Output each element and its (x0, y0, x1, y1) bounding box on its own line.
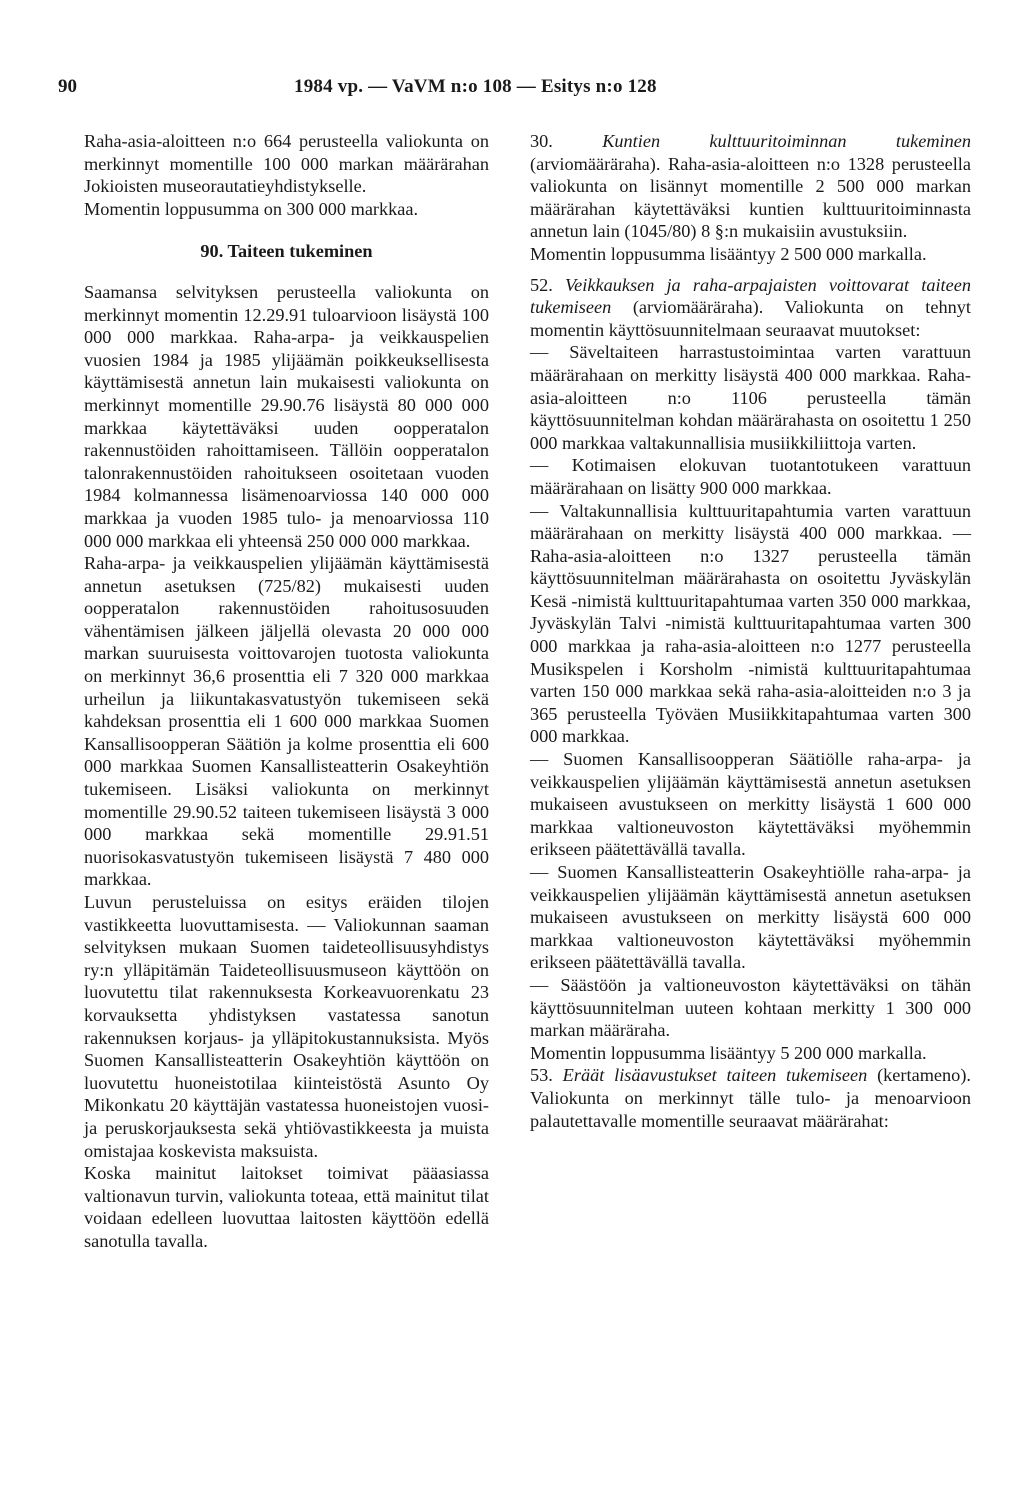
paragraph: Momentin loppusumma lisääntyy 2 500 000 markalla. (530, 243, 927, 264)
paragraph: — Kotimaisen elokuvan tuotantotukeen varattuun määrärahaan on lisätty 900 000 markkaa. (530, 455, 971, 498)
item-text: (arviomääräraha). Valiokunta on tehnyt momentin käyttösuunnitelmaan seuraavat muutokset: (530, 297, 971, 340)
paragraph: Momentin loppusumma lisääntyy 5 200 000 markalla. (530, 1042, 927, 1063)
paragraph: Koska mainitut laitokset toimivat pääasiassa valtionavun turvin, valiokunta toteaa, että mainitut tilat voidaan edelleen luovuttaa laitosten käyttöön edellä sanotulla tavalla. (84, 1163, 489, 1251)
right-column (530, 130, 971, 1132)
item-number: 30. (530, 131, 553, 151)
item-53 (530, 1064, 971, 1132)
page-number: 90 (58, 76, 77, 97)
item-title: Eräät lisäavustukset taiteen tukemiseen (562, 1065, 868, 1086)
paragraph: Luvun perusteluissa on esitys eräiden tilojen vastikkeetta luovuttamisesta. — Valiokunnan saaman selvityksen mukaan Suomen taideteollisuusyhdistys ry:n ylläpitämän Taideteollisuusmuseon käyttöön on luovutettu tilat rakennuksesta Korkeavuorenkatu 23 korvauksetta yhdistyksen vastatessa sanotun rakennuksen korjaus- ja ylläpitokustannuksista. Myös Suomen Kansallisteatterin Osakeyhtiön käyttöön on luovutettu huoneistotilaa kiinteistöstä Asunto Oy Mikonkatu 20 käyttäjän vastatessa huoneistojen vuosi- ja peruskorjauksesta sekä yhtiövastikkeesta ja muista omistajaa koskevista maksuista. (84, 892, 489, 1161)
item-text: (arviomääräraha). Raha-asia-aloitteen n:o 1328 perusteella valiokunta on lisännyt momentille 2 500 000 markan määrärahan käytettäväksi kuntien kulttuuritoiminnasta annetun lain (1045/80) 8 §:n mukaisiin avustuksiin. (530, 153, 971, 242)
paragraph: — Suomen Kansallisoopperan Säätiölle raha-arpa- ja veikkauspelien ylijäämän käyttämisestä annetun asetuksen mukaiseen avustukseen on merkitty lisäystä 1 600 000 markkaa valtioneuvoston käytettäväksi myöhemmin erikseen päätettävällä tavalla. (530, 749, 971, 860)
section-heading: 90. Taiteen tukeminen (200, 241, 373, 262)
paragraph: — Suomen Kansallisteatterin Osakeyhtiölle raha-arpa- ja veikkauspelien ylijäämän käyttämisestä annetun asetuksen mukaiseen avustukseen on merkitty lisäystä 600 000 markkaa valtioneuvoston käytettäväksi myöhemmin erikseen päätettävällä tavalla. (530, 862, 971, 973)
item-title: Veikkauksen ja raha-arpajaisten voittovarat taiteen tukemiseen (530, 274, 972, 318)
paragraph: — Säästöön ja valtioneuvoston käytettäväksi on tähän käyttösuunnitelman uuteen kohtaan merkitty 1 300 000 markan määräraha. (530, 974, 971, 1041)
item-title: Kuntien kulttuuritoiminnan tukeminen (602, 131, 971, 151)
paragraph: Raha-arpa- ja veikkauspelien ylijäämän käyttämisestä annetun asetuksen (725/82) mukaisesti uuden oopperatalon rakennustöiden rahoitusosuuden vähentämisen jälkeen jäljellä olevasta 20 000 000 markan suuruisesta voittovarojen tuotosta valiokunta on merkinnyt 36,6 prosenttia eli 7 320 000 markkaa urheilun ja liikuntakasvatustyön tukemiseen sekä kahdeksan prosenttia eli 1 600 000 markkaa Suomen Kansallisoopperan Säätiön ja kolme prosenttia eli 600 000 markkaa Suomen Kansallisteatterin Osakeyhtiön tukemiseen. Lisäksi valiokunta on merkinnyt momentille 29.90.52 taiteen tukemiseen lisäystä 3 000 000 markkaa sekä momentille 29.91.51 nuorisokasvatustyön tukemiseen lisäystä 7 480 000 markkaa. (84, 553, 489, 890)
paragraph: — Säveltaiteen harrastustoimintaa varten varattuun määrärahaan on merkitty lisäystä 400 000 markkaa. Raha-asia-aloitteen n:o 1106 perusteella tämän käyttösuunnitelman kohdan määrärahasta on osoitettu 1 250 000 markkaa valtakunnallisia musiikkiliittoja varten. (530, 342, 971, 453)
paragraph: Raha-asia-aloitteen n:o 664 perusteella valiokunta on merkinnyt momentille 100 000 markan määrärahan Jokioisten museorautatieyhdistykselle. (84, 131, 489, 197)
paragraph: — Valtakunnallisia kulttuuritapahtumia varten varattuun määrärahaan on merkitty lisäystä 400 000 markkaa. — Raha-asia-aloitteen n:o 1327 perusteella tämän käyttösuunnitelman määrärahasta on osoitettu Jyväskylän Kesä -nimistä kulttuuritapahtumaa varten 350 000 markkaa, Jyväskylän Talvi -nimistä kulttuuritapahtumaa varten 300 000 markkaa ja raha-asia-aloitteen n:o 1277 perusteella Musikspelen i Korsholm -nimistä kulttuuritapahtumaa varten 150 000 markkaa sekä raha-asia-aloitteiden n:o 3 ja 365 perusteella Työväen Musiikkitapahtumaa varten 300 000 markkaa. (530, 500, 971, 747)
item-text: (kertameno). Valiokunta on merkinnyt tälle tulo- ja menoarvioon palautettavalle momentille seuraavat määrärahat: (530, 1065, 971, 1131)
paragraph: Momentin loppusumma on 300 000 markkaa. (84, 198, 419, 219)
left-column (84, 130, 489, 1253)
item-number: 52. (530, 274, 553, 295)
item-number: 53. (530, 1065, 553, 1086)
paragraph: Saamansa selvityksen perusteella valiokunta on merkinnyt momentin 12.29.91 tuloarvioon lisäystä 100 000 000 markkaa. Raha-arpa- ja veikkauspelien vuosien 1984 ja 1985 ylijäämän poikkeuksellisesta käyttämisestä annetun lain mukaisesti valiokunta on merkinnyt momentille 29.90.76 lisäystä 80 000 000 markkaa käytettäväksi uuden oopperatalon rakennustöiden rahoittamiseen. Tällöin oopperatalon talonrakennustöiden rahoitukseen osoitetaan vuoden 1984 kolmannessa lisämenoarviossa 140 000 000 markkaa ja vuoden 1985 tulo- ja menoarviossa 110 000 000 markkaa eli yhteensä 250 000 000 markkaa. (84, 281, 489, 551)
item-30 (530, 130, 971, 243)
item-52 (530, 274, 971, 342)
running-title: 1984 vp. — VaVM n:o 108 — Esitys n:o 128 (294, 76, 657, 97)
